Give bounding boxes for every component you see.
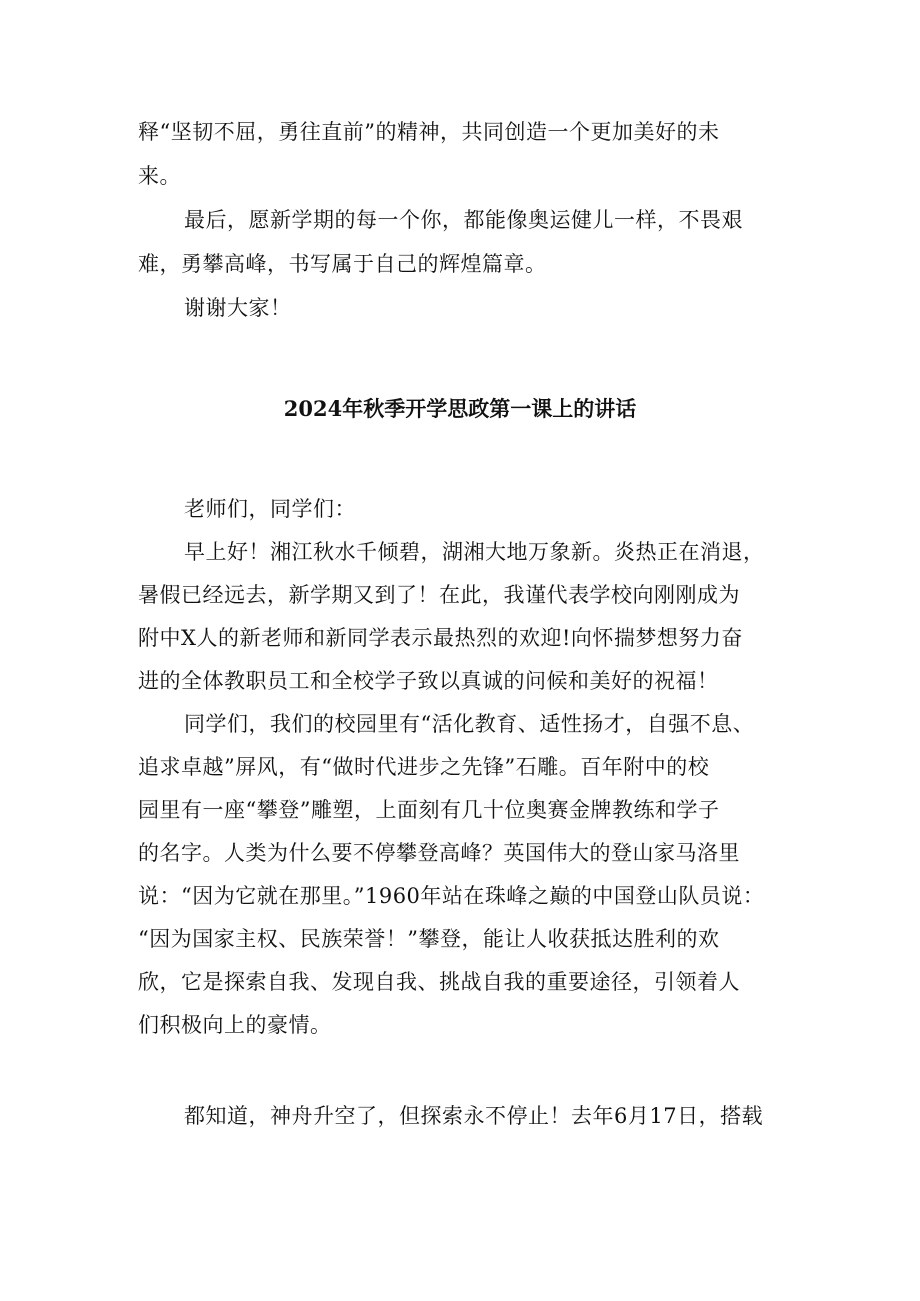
salutation: 老师们，同学们： xyxy=(184,497,356,521)
paragraph-line: 的名字。人类为什么要不停攀登高峰？英国伟大的登山家马洛里 xyxy=(138,841,740,865)
paragraph-line: 同学们，我们的校园里有“活化教育、适性扬才，自强不息、 xyxy=(184,712,755,736)
paragraph-line: 都知道，神舟升空了，但探索永不停止！去年6月17日，搭载 xyxy=(184,1104,764,1128)
article-title: 2024年秋季开学思政第一课上的讲话 xyxy=(283,396,637,421)
paragraph-line: 说：“因为它就在那里。”1960年站在珠峰之巅的中国登山队员说： xyxy=(138,884,765,908)
paragraph-line: 暑假已经远去，新学期又到了！在此，我谨代表学校向刚刚成为 xyxy=(138,583,740,607)
closing-thanks: 谢谢大家！ xyxy=(184,296,292,320)
paragraph-line: 早上好！湘江秋水千倾碧，湖湘大地万象新。炎热正在消退， xyxy=(184,540,765,564)
paragraph-line: 附中X人的新老师和新同学表示最热烈的欢迎!向怀揣梦想努力奋 xyxy=(138,626,743,650)
paragraph-line: 释“坚韧不屈，勇往直前”的精神，共同创造一个更加美好的未 xyxy=(138,120,720,144)
paragraph-line: 进的全体教职员工和全校学子致以真诚的问候和美好的祝福！ xyxy=(138,669,719,693)
paragraph-line: 们积极向上的豪情。 xyxy=(138,1013,332,1037)
paragraph-line: 追求卓越”屏风，有“做时代进步之先锋”石雕。百年附中的校 xyxy=(138,755,710,779)
paragraph-line: 最后，愿新学期的每一个你，都能像奥运健儿一样，不畏艰 xyxy=(184,208,743,232)
paragraph-line: 园里有一座“攀登”雕塑，上面刻有几十位奥赛金牌教练和学子 xyxy=(138,798,720,822)
paragraph-line: “因为国家主权、民族荣誉！”攀登，能让人收获抵达胜利的欢 xyxy=(138,927,720,951)
paragraph-line: 来。 xyxy=(138,164,181,188)
paragraph-line: 难，勇攀高峰，书写属于自己的辉煌篇章。 xyxy=(138,252,547,276)
paragraph-line: 欣，它是探索自我、发现自我、挑战自我的重要途径，引领着人 xyxy=(138,970,740,994)
